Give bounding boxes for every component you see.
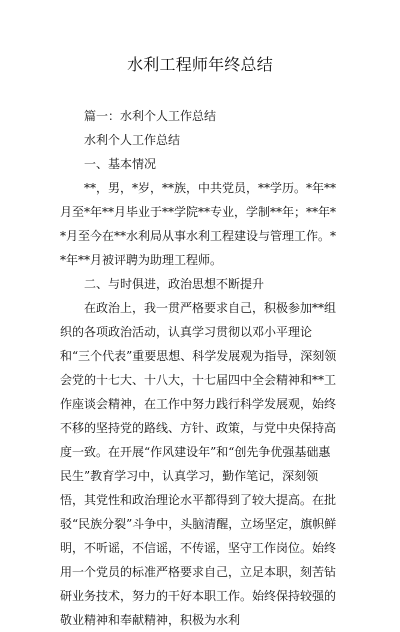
document-subtitle: 水利个人工作总结 bbox=[84, 133, 181, 147]
document-title: 水利工程师年终总结 bbox=[127, 55, 273, 74]
section-label: 篇一：水利个人工作总结 bbox=[84, 109, 217, 123]
heading-political-thought: 二、与时俱进，政治思想不断提升 bbox=[84, 277, 265, 291]
paragraph-basic-info: **，男，*岁，**族，中共党员，**学历。*年**月至*年**月毕业于**学院**专业，学制**年；**年**月至今在**水利局从事水利工程建设与管理工作。**年**月被评聘为助理工程师。 bbox=[60, 181, 337, 267]
paragraph-political-thought: 在政治上，我一贯严格要求自己，积极参加**组织的各项政治活动，认真学习贯彻以邓小平理论和“三个代表”重要思想、科学发展观为指导，深刻领会党的十七大、十八大，十七届四中全会精神和**工作座谈会精神，在工作中努力践行科学发展观，始终不移的坚持党的路线、方针、政策，与党中央保持高度一致。在开展“作风建设年”和“创先争优强基础惠民生”教育学习中，认真学习，勤作笔记，深刻领悟，其党性和政治理论水平都得到了较大提高。在批驳“民族分裂”斗争中，头脑清醒，立场坚定，旗帜鲜明，不听谣，不信谣，不传谣，坚守工作岗位。始终用一个党员的标准严格要求自己，立足本职，刻苦钻研业务技术，努力的干好本职工作。始终保持较强的敬业精神和奉献精神，积极为水利 bbox=[60, 301, 337, 627]
heading-basic-info: 一、基本情况 bbox=[84, 157, 157, 171]
